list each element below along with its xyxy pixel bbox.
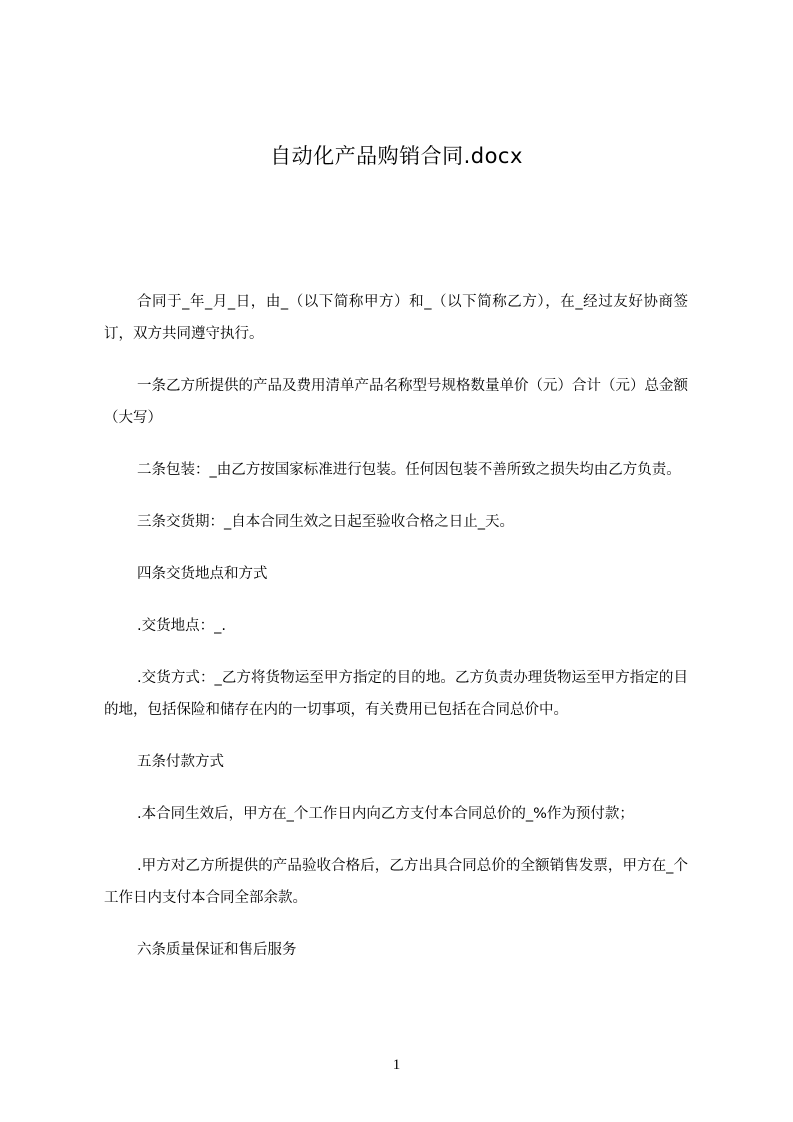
- paragraph-article-6-heading: 六条质量保证和售后服务: [137, 942, 297, 958]
- paragraph-article-5-heading: 五条付款方式: [137, 754, 224, 770]
- page-number: 1: [392, 1057, 401, 1073]
- paragraph-article-1: 一条乙方所提供的产品及费用清单产品名称型号规格数量单价（元）合计（元）总金额（大写）: [104, 378, 688, 426]
- paragraph-article-5-item-2: .甲方对乙方所提供的产品验收合格后，乙方出具合同总价的全额销售发票，甲方在_个工作日内支付本合同全部余款。: [104, 858, 688, 906]
- paragraph-article-3: 三条交货期：_自本合同生效之日起至验收合格之日止_天。: [137, 514, 514, 530]
- document-body: [104, 286, 688, 986]
- paragraph-article-2: 二条包装：_由乙方按国家标准进行包装。任何因包装不善所致之损失均由乙方负责。: [137, 462, 681, 478]
- paragraph-article-5-item-1: .本合同生效后，甲方在_个工作日内向乙方支付本合同总价的_%作为预付款；: [137, 806, 634, 822]
- paragraph-article-4-heading: 四条交货地点和方式: [137, 566, 268, 582]
- paragraph-article-4-item-2: .交货方式：_乙方将货物运至甲方指定的目的地。乙方负责办理货物运至甲方指定的目的地，包括保险和储存在内的一切事项，有关费用已包括在合同总价中。: [104, 670, 688, 718]
- paragraph-preamble: 合同于_年_月_日，由_（以下简称甲方）和_（以下简称乙方），在_经过友好协商签订，双方共同遵守执行。: [104, 294, 688, 342]
- paragraph-article-4-item-1: .交货地点：_.: [137, 618, 226, 634]
- document-title: 自动化产品购销合同.docx: [270, 144, 523, 168]
